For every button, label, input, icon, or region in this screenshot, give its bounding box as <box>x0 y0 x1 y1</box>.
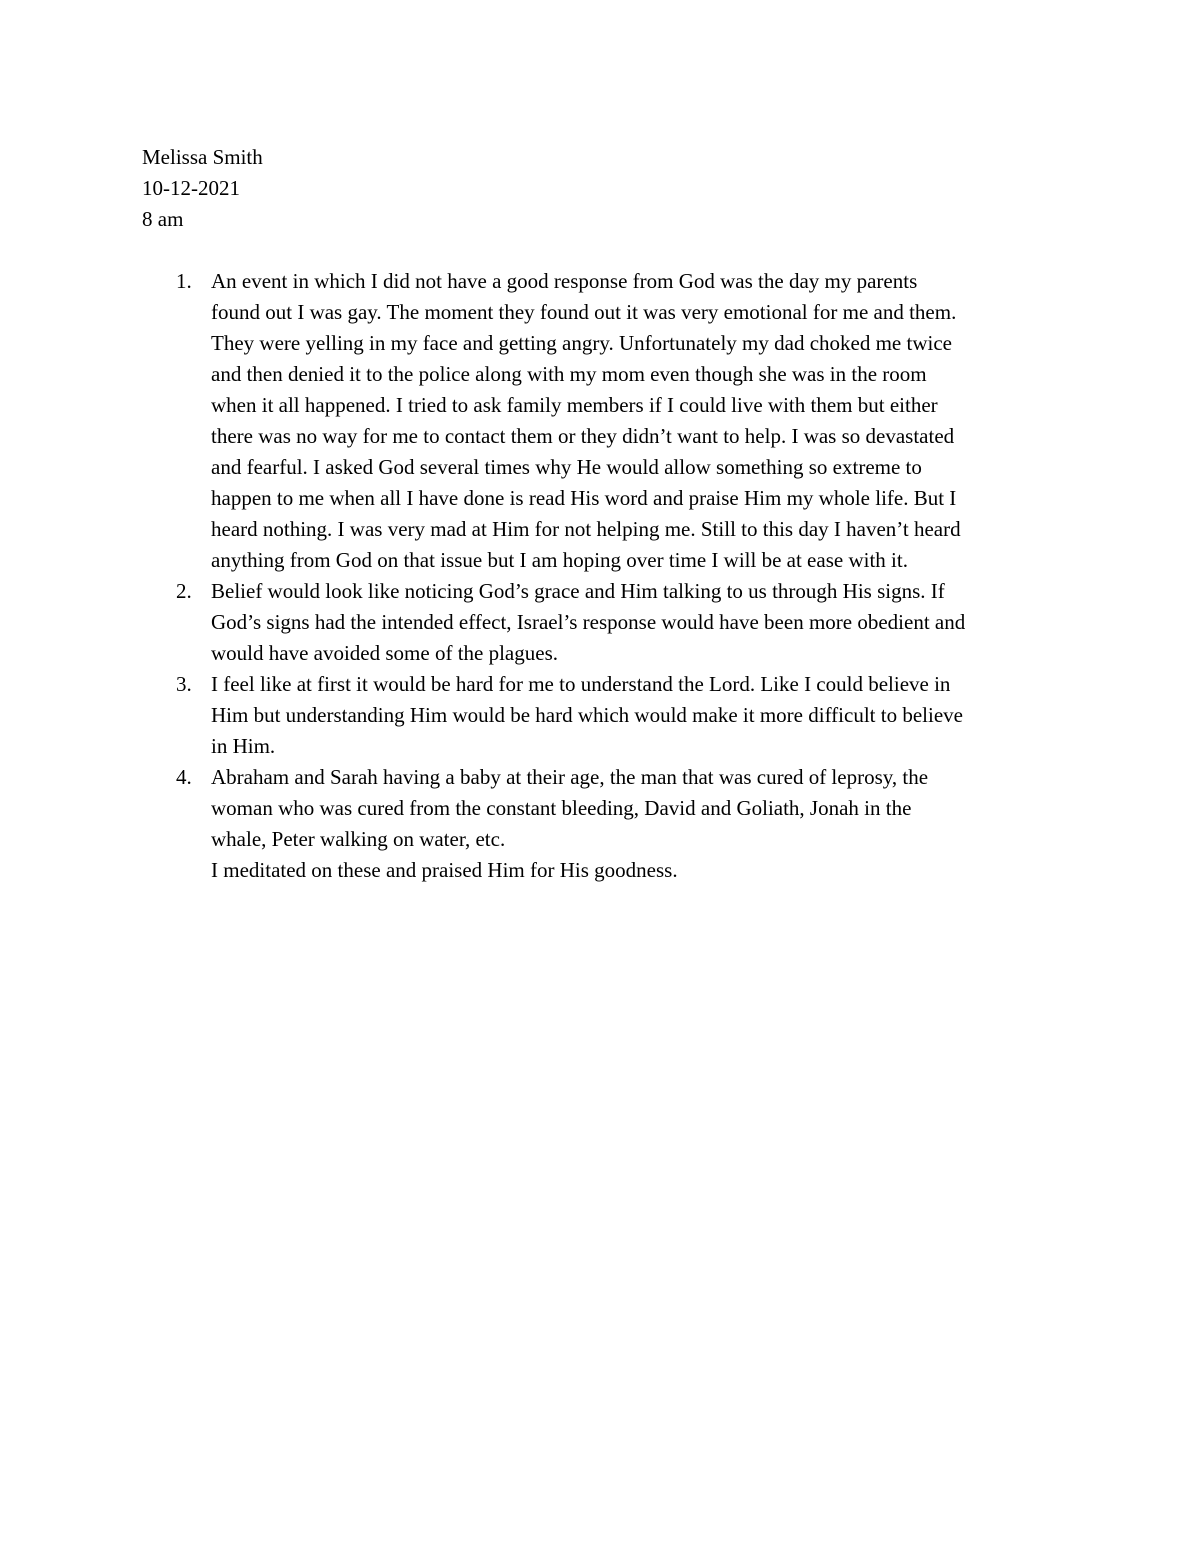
text-line: when it all happened. I tried to ask family members if I could live with them but either <box>211 393 938 417</box>
text-line: happen to me when all I have done is read His word and praise Him my whole life. But I <box>211 486 957 510</box>
text-line: anything from God on that issue but I am hoping over time I will be at ease with it. <box>211 548 908 572</box>
text-line: and then denied it to the police along with my mom even though she was in the room <box>211 362 927 386</box>
text-line: An event in which I did not have a good response from God was the day my parents <box>211 269 918 293</box>
text-line: Belief would look like noticing God’s grace and Him talking to us through His signs. If <box>211 579 945 603</box>
text-line: would have avoided some of the plagues. <box>211 641 558 665</box>
text-line: found out I was gay. The moment they found out it was very emotional for me and them. <box>211 300 957 324</box>
text-line: I meditated on these and praised Him for His goodness. <box>211 858 678 882</box>
text-line: Him but understanding Him would be hard which would make it more difficult to believe <box>211 703 963 727</box>
document-header <box>142 142 263 235</box>
answer-text <box>211 576 1082 669</box>
answer-item-3 <box>142 669 1082 762</box>
author-name: Melissa Smith <box>142 145 263 169</box>
answer-text <box>211 669 1082 762</box>
document-time: 8 am <box>142 207 184 231</box>
answer-number: 4. <box>176 765 192 789</box>
answers-list <box>142 266 1082 886</box>
answer-number: 2. <box>176 579 192 603</box>
answer-number: 1. <box>176 269 192 293</box>
answer-text <box>211 762 1082 886</box>
text-line: there was no way for me to contact them or they didn’t want to help. I was so devastated <box>211 424 955 448</box>
text-line: Abraham and Sarah having a baby at their age, the man that was cured of leprosy, the <box>211 765 929 789</box>
text-line: I feel like at first it would be hard for me to understand the Lord. Like I could believe in <box>211 672 951 696</box>
answer-item-2 <box>142 576 1082 669</box>
answer-text <box>211 266 1082 576</box>
text-line: heard nothing. I was very mad at Him for not helping me. Still to this day I haven’t heard <box>211 517 961 541</box>
text-line: and fearful. I asked God several times why He would allow something so extreme to <box>211 455 922 479</box>
answer-item-1 <box>142 266 1082 576</box>
text-line: in Him. <box>211 734 276 758</box>
text-line: woman who was cured from the constant bleeding, David and Goliath, Jonah in the <box>211 796 912 820</box>
text-line: God’s signs had the intended effect, Israel’s response would have been more obedient and <box>211 610 966 634</box>
answer-number: 3. <box>176 672 192 696</box>
document-date: 10-12-2021 <box>142 176 240 200</box>
text-line: whale, Peter walking on water, etc. <box>211 827 506 851</box>
text-line: They were yelling in my face and getting angry. Unfortunately my dad choked me twice <box>211 331 952 355</box>
answer-item-4 <box>142 762 1082 886</box>
